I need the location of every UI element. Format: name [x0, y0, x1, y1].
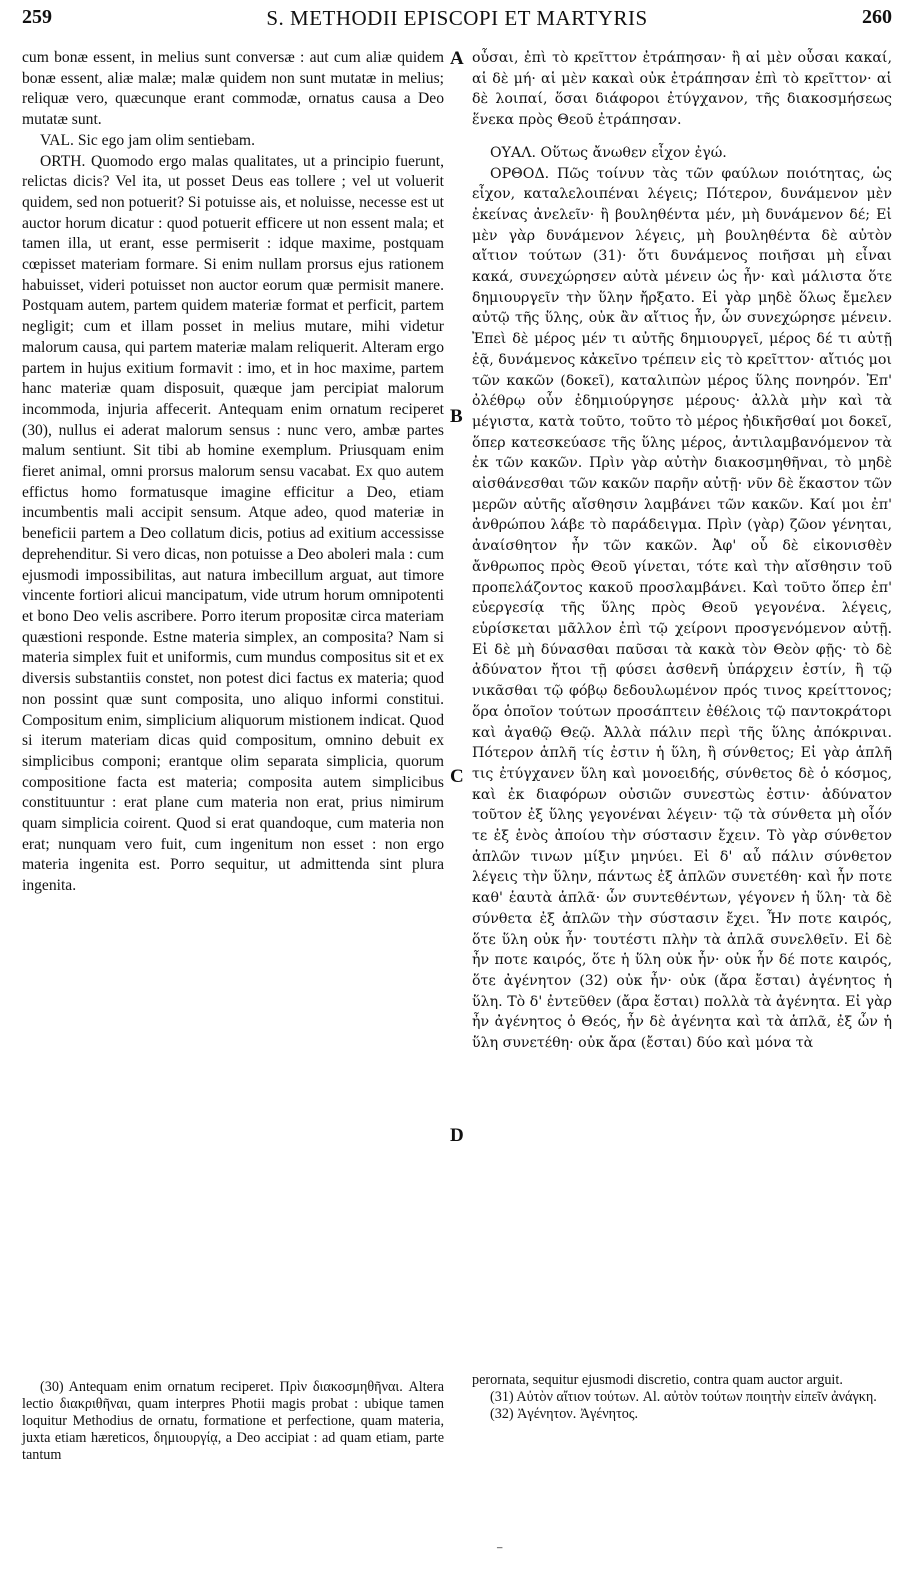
paragraph-gap	[472, 131, 892, 143]
page-number-left: 259	[22, 6, 52, 28]
footnote-30-continuation: perornata, sequitur ejusmodi discretio, contra quam auctor arguit.	[472, 1372, 843, 1388]
footnote-31: (31) Αὐτὸν αἴτιον τούτων. Al. αὐτὸν τούτων ποιητὴν εἰπεῖν ἀνάγκη.	[490, 1389, 877, 1405]
footnotes-left	[22, 1379, 444, 1464]
latin-speaker-line: VAL. Sic ego jam olim sentiebam.	[40, 131, 255, 149]
greek-speaker-line: ΟΥΑΛ. Οὕτως ἄνωθεν εἶχον ἐγώ.	[490, 144, 727, 161]
footnote-30: (30) Antequam enim ornatum reciperet. Πρὶν διακοσμηθῆναι. Altera lectio διακριθῆναι, quam interpres Photii magis probat : ubique tamen loquitur Methodius de ornatu, formatione et perfectione, quam materia, juxta etiam hæreticos, δημιουργίᾳ, a Deo accipiat : ad quam etiam, parte tantum	[22, 1379, 444, 1463]
latin-paragraph: ORTH. Quomodo ergo malas qualitates, ut a principio fuerunt, relictas dicis? Vel ita, ut posset Deus eas tollere ; vel ut voluerit quidem, sed non potuerit? Si potuisse ais, et noluisse, necesse est ut auctor horum dicatur : quod potuerit efficere ut non essent mala; et tamen illa, ut erant, esse permiserit : idque maxime, postquam cœpisset materiam formare. Si enim nullam prorsus ejus rationem habuisset, videri potuisset non auctor eorum quæ permisit manere. Postquam autem, partem quidem materiæ format et perficit, partem negligit; cum et illam posset in melius mutare, mihi videtur malorum causa, qui partem materiæ malam reliquerit. Alteram ergo partem in hujus exitium formavit : imo, et in hoc maxime, partem hanc materiæ quam disposuit, quæque jam percipiat malorum incommoda, injuria affecerit. Antequam enim ornatum reciperet (30), nullus ei aderat malorum sensus : nunc vero, ambæ partes malum sentiunt. Sit tibi ab homine exemplum. Priusquam enim fieret animal, omni prorsus malorum sensu vacabat. Ex quo autem effictus homo formatusque imagine efficitur a Deo, etiam incumbentis mali accipit sensum. Atque adeo, quod materiæ in beneficii partem a Deo collatum dicis, potius ad exitium accessisse deprehenditur. Si vero dicas, non potuisse a Deo aboleri mala : cum ejusmodi impossibilitas, aut natura imbecillum arguat, aut timore vincente fortiori alicui mancipatum, vide utrum horum omnipotenti et bono Deo velis ascribere. Porro iterum propositæ circa materiam quæstioni responde. Estne materia simplex, an composita? Nam si materia simplex fuit et uniformis, cum mundus compositus sit et ex diversis substantiis constet, non potest dici factus ex materia; quod non possint quæ sunt composita, uno aliquo informi constitui. Compositum enim, simplicium aliquorum mistionem indicat. Quod si iterum materiam dicas quid compositum, omnino debuit ex simplicibus componi; erantque olim separata simplicia, quorum compositione facta est materia; composita autem simplicibus constituuntur : erat plane cum materia non erat, prius nimirum quam simplicia coirent. Quod si erat quandoque, cum materia non erat; nunquam vero fuit, cum ingenitum non esset : non ergo materia ingenita est. Porro sequitur, ut admittenda sint plura ingenita.	[22, 152, 444, 895]
latin-paragraph: cum bonæ essent, in melius sunt conversæ : aut cum aliæ quidem bonæ essent, aliæ malæ; malæ quidem non sunt mutatæ in melius; reliquæ vero, quæcunque erant commodæ, ornatus causa a Deo mutatæ sunt.	[22, 49, 444, 129]
margin-letter-a: A	[450, 48, 464, 69]
greek-paragraph: ΟΡΘΟΔ. Πῶς τοίνυν τὰς τῶν φαύλων ποιότητας, ὡς εἶχον, καταλελοιπέναι λέγεις; Πότερον, δυνάμενον μὲν ἐκείνας ἀνελεῖν· ἢ βουληθέντα μέν, μὴ δυνάμενον δέ; Εἰ μὲν γὰρ δυνάμενον λέγεις, μὴ βουληθέντα δὲ αὐτὸν αἴτιον τούτων (31)· ὅτι δυνάμενος ποιῆσαι μὴ εἶναι κακά, συνεχώρησεν αὐτὰ μένειν ὡς ἦν· καὶ μάλιστα ὅτε δημιουργεῖν τὴν ὕλην ἤρξατο. Εἰ γὰρ μηδὲ ὅλως ἔμελεν αὐτῷ τῆς ὕλης, οὐκ ἂν αἴτιος ἦν, ὧν συνεχώρησε μένειν. Ἐπεὶ δὲ μέρος μέν τι αὐτῆς δημιουργεῖ, μέρος δέ τι αὐτῇ ἐᾷ, δυνάμενος κἀκεῖνο τρέπειν εἰς τὸ κρεῖττον· αἴτιός μοι τῶν κακῶν (δοκεῖ), καταλιπὼν μέρος ὕλης πονηρόν. Ἐπ' ὀλέθρῳ οὖν ἐδημιούργησε μέρους· ἀλλὰ μὴν καὶ τὰ μέγιστα, κατὰ τοῦτο, τοῦτο τὸ μέρος ἠδικῆσθαί μοι δοκεῖ, ὅπερ κατεσκεύασε τῆς ὕλης μέρος, ἀντιλαμβανόμενον τὰ ἐκ τῶν κακῶν. Πρὶν γὰρ αὐτὴν διακοσμηθῆναι, τὸ μηδὲ αἰσθάνεσθαι τῶν κακῶν παρῆν αὐτῇ· νῦν δὲ ἕκαστον τῶν μερῶν αὐτῆς αἴσθησιν λαμβάνει τῶν κακῶν. Καί μοι ἐπ' ἀνθρώπου λάβε τὸ παράδειγμα. Πρὶν (γὰρ) ζῶον γένηται, ἀναίσθητον ἦν τῶν κακῶν. Ἀφ' οὗ δὲ εἰκονισθὲν ἄνθρωπος πρὸς Θεοῦ γίνεται, τότε καὶ τὴν αἴσθησιν τοῦ προπελάζοντος κακοῦ προσλαμβάνει. Καὶ τοῦτο ὅπερ ἐπ' εὐεργεσίᾳ τῆς ὕλης πρὸς Θεοῦ γεγονένα. λέγεις, εὑρίσκεται μᾶλλον ἐπὶ τῷ χείρονι προσγενόμενον αὐτῇ. Εἰ δὲ μὴ δύνασθαι παῦσαι τὰ κακὰ τὸν Θεὸν φῇς· τὸ δὲ ἀδύνατον ἤτοι τῇ φύσει ἀσθενῆ ὑπάρχειν ἐστίν, ἢ τῷ νικᾶσθαι τῷ φόβῳ δεδουλωμένον πρός τινος κρείττονος; ὅρα ὁποῖον τούτων προσάπτειν ἐθέλοις τῷ παντοκράτορι καὶ ἀγαθῷ Θεῷ. Ἀλλὰ πάλιν περὶ τῆς ὕλης ἀπόκριναι. Πότερον ἁπλῆ τίς ἐστιν ἡ ὕλη, ἢ σύνθετος; Εἰ γὰρ ἁπλῆ τις ἐτύγχανεν ὕλη καὶ μονοειδής, σύνθετος δὲ ὁ κόσμος, καὶ ἐκ διαφόρων οὐσιῶν συνεστὼς ἐστιν· ἀδύνατον τοῦτον ἐξ ὕλης γεγονέναι λέγειν· τῷ τὰ σύνθετα μὴ οἷόν τε ἐξ ἑνὸς ἀποίου τὴν σύστασιν ἔχειν. Τὸ γὰρ σύνθετον ἁπλῶν τινων μίξιν μηνύει. Εἰ δ' αὖ πάλιν σύνθετον λέγεις τὴν ὕλην, πάντως ἐξ ἁπλῶν συνετέθη· καὶ ἦν ποτε καθ' ἑαυτὰ ἁπλᾶ· ὧν συντεθέντων, γέγονεν ἡ ὕλη· τὰ δὲ σύνθετα ἐξ ἁπλῶν τὴν σύστασιν ἔχει. Ἦν ποτε καιρός, ὅτε ὕλη οὐκ ἦν· τουτέστι πλὴν τὰ ἁπλᾶ συνελθεῖν. Εἰ δὲ ἦν ποτε καιρός, ὅτε ἡ ὕλη οὐκ ἦν· οὐκ ἦν δέ ποτε καιρός, ὅτε ἀγένητον (32) οὐκ ἦν· οὐκ (ἄρα ἔσται) ἀγένητος ἡ ὕλη. Τὸ δ' ἐντεῦθεν (ἄρα ἔσται) πολλὰ τὰ ἀγένητα. Εἰ γὰρ ἦν ἀγένητος ὁ Θεός, ἦν δὲ ἀγένητα καὶ τὰ ἁπλᾶ, ἐξ ὧν ἡ ὕλη συνετέθη· οὐκ ἄρα (ἔσται) δύο καὶ μόνα τὰ	[472, 165, 892, 1052]
running-title: S. METHODII EPISCOPI ET MARTYRIS	[266, 6, 648, 30]
latin-column	[22, 48, 444, 897]
footnote-32: (32) Ἀγένητον. Ἀγένητος.	[490, 1406, 639, 1422]
footnotes-right	[472, 1372, 892, 1423]
margin-letter-b: B	[450, 406, 463, 427]
page-number-right: 260	[862, 6, 892, 28]
page-header	[22, 6, 892, 36]
margin-letter-d: D	[450, 1125, 464, 1146]
greek-paragraph: οὖσαι, ἐπὶ τὸ κρεῖττον ἐτράπησαν· ἢ αἱ μὲν οὖσαι κακαί, αἱ δὲ μή· αἱ μὲν κακαὶ οὐκ ἐτράπησαν ἐπὶ τὸ κρεῖττον· αἱ δὲ λοιπαί, ὅσαι διάφοροι ἐτύγχανον, τῆς διακοσμήσεως ἕνεκα πρὸς Θεοῦ ἐτράπησαν.	[472, 50, 892, 129]
footer-mark: ⁻	[496, 1544, 504, 1559]
margin-letter-c: C	[450, 766, 464, 787]
greek-column	[472, 48, 892, 1054]
